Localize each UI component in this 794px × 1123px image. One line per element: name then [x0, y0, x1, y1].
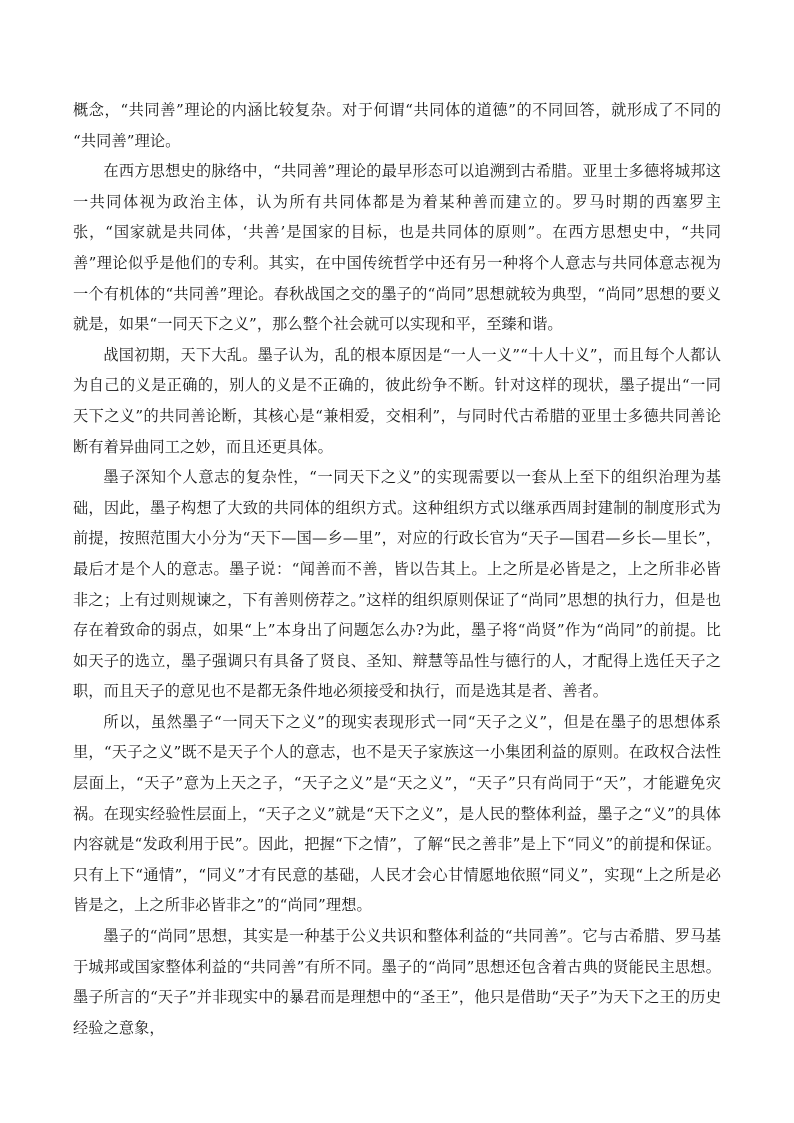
paragraph-4: 墨子深知个人意志的复杂性，“一同天下之义”的实现需要以一套从上至下的组织治理为基础，因此，墨子构想了大致的共同体的组织方式。这种组织方式以继承西周封建制的制度形式为前提，按照范围大小分为“天下—国—乡—里”，对应的行政长官为“天子—国君—乡长—里长”，最后才是个人的意志。墨子说：“闻善而不善，皆以告其上。上之所是必皆是之，上之所非必皆非之；上有过则规谏之，下有善则傍荐之。”这样的组织原则保证了“尚同”思想的执行力，但是也存在着致命的弱点，如果“上”本身出了问题怎么办?为此，墨子将“尚贤”作为“尚同”的前提。比如天子的选立，墨子强调只有具备了贤良、圣知、辩慧等品性与德行的人，才配得上选任天子之职，而且天子的意见也不是都无条件地必须接受和执行，而是选其是者、善者。 [73, 468, 721, 701]
paragraph-3: 战国初期，天下大乱。墨子认为，乱的根本原因是“一人一义”“十人十义”，而且每个人都认为自己的义是正确的，别人的义是不正确的，彼此纷争不断。针对这样的现状，墨子提出“一同天下之义”的共同善论断，其核心是“兼相爱，交相利”，与同时代古希腊的亚里士多德共同善论断有着异曲同工之妙，而且还更具体。 [73, 345, 721, 456]
paragraph-2: 在西方思想史的脉络中，“共同善”理论的最早形态可以追溯到古希腊。亚里士多德将城邦这一共同体视为政治主体，认为所有共同体都是为着某种善而建立的。罗马时期的西塞罗主张，“国家就是共同体，‘共善’是国家的目标，也是共同体的原则”。在西方思想史中，“共同善”理论似乎是他们的专利。其实，在中国传统哲学中还有另一种将个人意志与共同体意志视为一个有机体的“共同善”理论。春秋战国之交的墨子的“尚同”思想就较为典型，“尚同”思想的要义就是，如果“一同天下之义”，那么整个社会就可以实现和平，至臻和谐。 [73, 162, 721, 334]
paragraph-1: 概念，“共同善”理论的内涵比较复杂。对于何谓“共同体的道德”的不同回答，就形成了不同的 “共同善”理论。 [73, 101, 721, 150]
article-body [73, 95, 721, 1043]
paragraph-5: 所以，虽然墨子“一同天下之义”的现实表现形式一同“天子之义”，但是在墨子的思想体系里，“天子之义”既不是天子个人的意志，也不是天子家族这一小集团利益的原则。在政权合法性层面上，“天子”意为上天之子，“天子之义”是“天之义”，“天子”只有尚同于“天”，才能避免灾祸。在现实经验性层面上，“天子之义”就是“天下之义”，是人民的整体利益，墨子之“义”的具体内容就是“发政利用于民”。因此，把握“下之情”，了解“民之善非”是上下“同义”的前提和保证。只有上下“通情”，“同义”才有民意的基础，人民才会心甘情愿地依照“同义”，实现“上之所是必皆是之，上之所非必皆非之”的“尚同”理想。 [73, 712, 721, 915]
paragraph-6: 墨子的“尚同”思想，其实是一种基于公义共识和整体利益的“共同善”。它与古希腊、罗马基于城邦或国家整体利益的“共同善”有所不同。墨子的“尚同”思想还包含着古典的贤能民主思想。墨子所言的“天子”并非现实中的暴君而是理想中的“圣王”，他只是借助“天子”为天下之王的历史经验之意象， [73, 927, 721, 1037]
